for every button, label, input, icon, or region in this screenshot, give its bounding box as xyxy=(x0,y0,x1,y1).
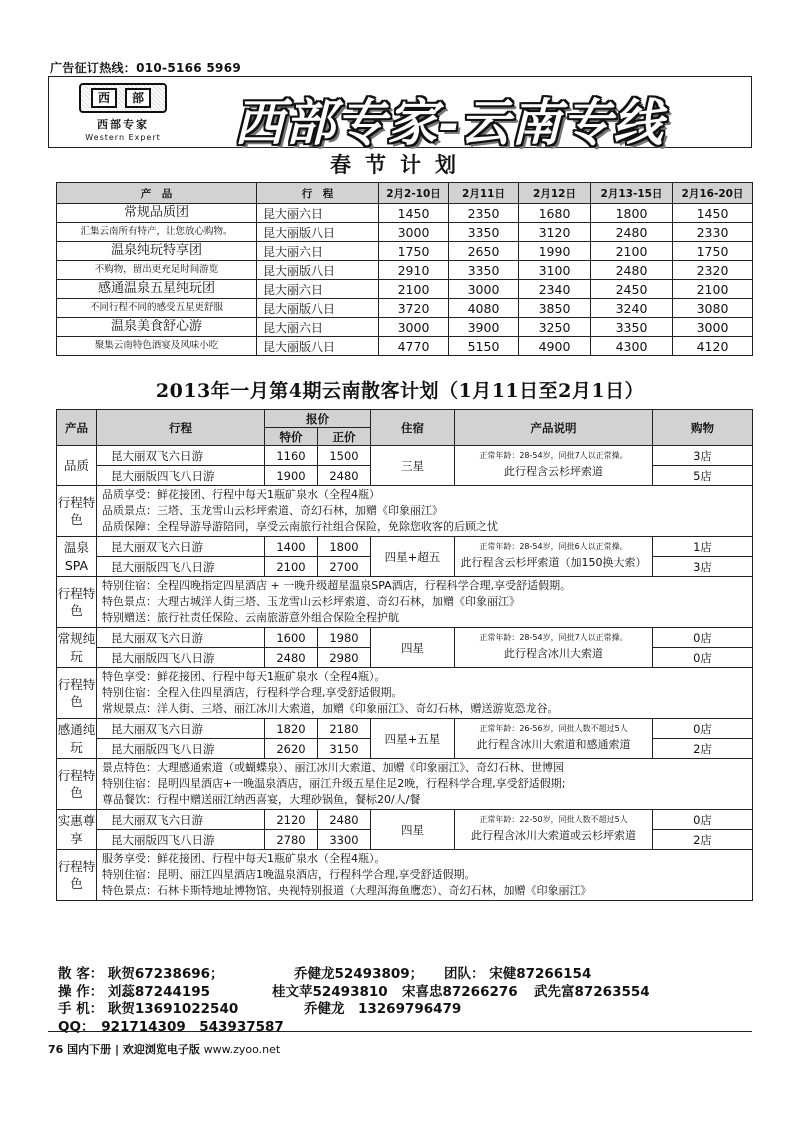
plan-regular-price: 2700 xyxy=(318,557,371,577)
plan-detail-line: 特色享受：鲜花接团、行程中每天1瓶矿泉水（全程4瓶）。 xyxy=(102,670,386,683)
spring-row xyxy=(57,337,753,356)
plan-route: 昆大丽双飞六日游 xyxy=(97,446,265,466)
contacts xyxy=(58,966,650,1036)
contact-qiao: 乔健龙52493809； xyxy=(294,966,424,982)
plan-special-price: 1600 xyxy=(265,628,318,648)
spring-header-4: 2月12日 xyxy=(519,183,591,204)
plan-desc xyxy=(455,628,653,668)
plan-hotel: 四星 xyxy=(371,628,455,668)
spring-product-cell xyxy=(57,318,257,337)
contact-qq: QQ： 921714309 543937587 xyxy=(58,1018,284,1035)
spring-product-cell xyxy=(57,337,257,356)
plan-shopping: 2店 xyxy=(653,830,753,850)
spring-price: 1450 xyxy=(673,204,753,223)
plan-route: 昆大丽双飞六日游 xyxy=(97,537,265,557)
plan-shopping: 0店 xyxy=(653,628,753,648)
spring-price: 3350 xyxy=(591,318,673,337)
plan-detail-category: 行程特色 xyxy=(57,850,97,901)
plan-route: 昆大丽版四飞八日游 xyxy=(97,466,265,486)
plan-header-quote: 报价 xyxy=(265,410,371,428)
spring-header-5: 2月13-15日 xyxy=(591,183,673,204)
plan-regular-price: 2980 xyxy=(318,648,371,668)
header-banner xyxy=(48,76,752,152)
spring-header-2: 2月2-10日 xyxy=(379,183,449,204)
plan-detail-row xyxy=(57,850,753,901)
plan-hotel: 四星+五星 xyxy=(371,719,455,759)
contact-mobile-2: 乔健龙 13269796479 xyxy=(304,1001,462,1017)
plan-regular-price: 1500 xyxy=(318,446,371,466)
spring-product-name: 温泉美食舒心游 xyxy=(110,318,202,334)
plan-row xyxy=(57,537,753,557)
plan-detail-line: 特别住宿：昆明四星酒店+一晚温泉酒店，丽江升级五星住足2晚，行程科学合理,享受舒适假期; xyxy=(102,777,566,790)
plan-desc-note: 此行程含冰川大索道或云杉坪索道 xyxy=(471,829,636,843)
plan-detail-line: 尊品餐饮：行程中赠送丽江纳西喜宴，大理砂锅鱼，餐标20/人/餐 xyxy=(102,793,421,806)
spring-price: 4120 xyxy=(673,337,753,356)
plan-detail-row xyxy=(57,668,753,719)
plan-special-price: 1160 xyxy=(265,446,318,466)
plan-hotel: 四星 xyxy=(371,810,455,850)
contact-wu: 武先富87263554 xyxy=(534,983,650,1000)
spring-product-cell xyxy=(57,204,257,223)
plan-detail-line: 特别赠送：旅行社责任保险、云南旅游意外组合保险全程护航 xyxy=(102,611,399,624)
spring-plan-table xyxy=(56,182,753,356)
plan-detail-category: 行程特色 xyxy=(57,759,97,810)
spring-price: 4900 xyxy=(519,337,591,356)
plan-shopping: 0店 xyxy=(653,810,753,830)
spring-header-row xyxy=(57,183,753,204)
plan-desc-age: 正常年龄：26-56岁，同批人数不超过5人 xyxy=(479,724,628,734)
spring-price: 1680 xyxy=(519,204,591,223)
plan-detail-line: 常规景点：洋人街、三塔、丽江冰川大索道，加赠《印象丽江》、奇幻石林，赠送游览恐龙谷。 xyxy=(102,702,559,715)
spring-route: 昆大丽六日 xyxy=(257,318,379,337)
plan-detail-category: 行程特色 xyxy=(57,577,97,628)
plan-regular-price: 1800 xyxy=(318,537,371,557)
plan-desc-note: 此行程含冰川大索道和感通索道 xyxy=(476,738,631,752)
plan-hotel: 三星 xyxy=(371,446,455,486)
plan-detail-line: 景点特色：大理感通索道（或蝴蝶泉）、丽江冰川大索道、加赠《印象丽江》、奇幻石林、世博园 xyxy=(102,761,564,774)
spring-price: 2100 xyxy=(673,280,753,299)
plan-special-price: 2620 xyxy=(265,739,318,759)
plan-route: 昆大丽版四飞八日游 xyxy=(97,648,265,668)
plan-route: 昆大丽双飞六日游 xyxy=(97,810,265,830)
spring-price: 2100 xyxy=(379,280,449,299)
plan-shopping: 5店 xyxy=(653,466,753,486)
plan-special-price: 2480 xyxy=(265,648,318,668)
footer xyxy=(48,1041,280,1057)
spring-product-cell xyxy=(57,280,257,299)
plan-header-special: 特价 xyxy=(265,428,318,446)
contact-gui: 桂文苹52493810 xyxy=(272,983,388,1000)
plan-detail-line: 特别住宿：全程四晚指定四星酒店 + 一晚升级超星温泉SPA酒店，行程科学合理,享受舒适假期。 xyxy=(102,579,572,592)
spring-price: 3000 xyxy=(379,318,449,337)
plan-detail-line: 品质享受：鲜花接团、行程中每天1瓶矿泉水（全程4瓶） xyxy=(102,488,380,501)
plan-desc xyxy=(455,446,653,486)
spring-price: 3240 xyxy=(591,299,673,318)
plan-special-price: 2780 xyxy=(265,830,318,850)
spring-price: 3080 xyxy=(673,299,753,318)
spring-price: 1750 xyxy=(379,242,449,261)
plan-row xyxy=(57,810,753,830)
plan-table xyxy=(56,409,753,901)
plan-regular-price: 2480 xyxy=(318,466,371,486)
spring-price: 3900 xyxy=(449,318,519,337)
contact-sanke: 散 客： 耿贺67238696； xyxy=(58,966,224,982)
spring-route: 昆大丽六日 xyxy=(257,280,379,299)
logo-mark-left: 西 xyxy=(91,88,117,108)
plan-special-price: 1900 xyxy=(265,466,318,486)
plan-category: 实惠尊享 xyxy=(57,810,97,850)
plan-shopping: 3店 xyxy=(653,557,753,577)
spring-route: 昆大丽版八日 xyxy=(257,337,379,356)
plan-detail-line: 品质保障：全程导游导游陪同，享受云南旅行社组合保险，免除您收客的后顾之忧 xyxy=(102,520,498,533)
spring-plan-title: 春节计划 xyxy=(330,152,470,177)
spring-row xyxy=(57,280,753,299)
plan-detail-row xyxy=(57,486,753,537)
spring-price: 3850 xyxy=(519,299,591,318)
footer-divider xyxy=(48,1031,752,1032)
plan-desc xyxy=(455,537,653,577)
plan-shopping: 3店 xyxy=(653,446,753,466)
spring-price: 5150 xyxy=(449,337,519,356)
spring-header-3: 2月11日 xyxy=(449,183,519,204)
plan-detail-row xyxy=(57,577,753,628)
spring-row xyxy=(57,204,753,223)
spring-price: 3720 xyxy=(379,299,449,318)
plan-desc-age: 正常年龄：22-50岁，同批人数不超过5人 xyxy=(479,815,628,825)
spring-price: 2480 xyxy=(591,261,673,280)
contacts-line-2 xyxy=(58,984,650,1002)
spring-product-name: 感通温泉五星纯玩团 xyxy=(97,280,215,296)
spring-product-cell xyxy=(57,242,257,261)
plan-route: 昆大丽双飞六日游 xyxy=(97,719,265,739)
spring-price: 3100 xyxy=(519,261,591,280)
spring-price: 2320 xyxy=(673,261,753,280)
contacts-line-1 xyxy=(58,966,650,984)
plan-desc-age: 正常年龄：28-54岁，同批6人以正常操。 xyxy=(479,542,628,552)
spring-price: 2350 xyxy=(449,204,519,223)
spring-route: 昆大丽版八日 xyxy=(257,299,379,318)
spring-product-desc: 不购物，留出更充足时间游览 xyxy=(94,263,219,275)
plan-route: 昆大丽版四飞八日游 xyxy=(97,830,265,850)
spring-header-1: 行 程 xyxy=(257,183,379,204)
plan-regular-price: 2180 xyxy=(318,719,371,739)
plan-desc-note: 此行程含冰川大索道 xyxy=(504,647,603,661)
plan-row xyxy=(57,628,753,648)
spring-product-name: 常规品质团 xyxy=(123,204,189,220)
plan-desc-age: 正常年龄：28-54岁，同批7人以正常操。 xyxy=(479,633,628,643)
plan-category: 温泉SPA xyxy=(57,537,97,577)
plan-hotel: 四星+超五 xyxy=(371,537,455,577)
plan-detail-text xyxy=(97,759,753,810)
logo-en: Western Expert xyxy=(85,133,161,142)
spring-route: 昆大丽六日 xyxy=(257,242,379,261)
plan-shopping: 1店 xyxy=(653,537,753,557)
plan-special-price: 2100 xyxy=(265,557,318,577)
spring-row xyxy=(57,318,753,337)
contact-song: 宋喜忠87266276 xyxy=(402,983,518,1000)
plan-detail-line: 服务享受：鲜花接团、行程中每天1瓶矿泉水（全程4瓶）。 xyxy=(102,852,386,865)
plan-detail-text xyxy=(97,850,753,901)
plan-special-price: 1820 xyxy=(265,719,318,739)
spring-header-0: 产 品 xyxy=(57,183,257,204)
plan-detail-line: 特别住宿：昆明、丽江四星酒店1晚温泉酒店，行程科学合理,享受舒适假期。 xyxy=(102,868,476,881)
spring-price: 2100 xyxy=(591,242,673,261)
plan-category: 常规纯玩 xyxy=(57,628,97,668)
spring-price: 1450 xyxy=(379,204,449,223)
spring-route: 昆大丽版八日 xyxy=(257,223,379,242)
plan-route: 昆大丽版四飞八日游 xyxy=(97,557,265,577)
spring-product-desc: 不同行程不同的感受五星更舒服 xyxy=(89,301,223,313)
plan-regular-price: 2480 xyxy=(318,810,371,830)
spring-price: 3000 xyxy=(379,223,449,242)
footer-text: 76 国内下册 | 欢迎浏览电子版 xyxy=(48,1043,204,1056)
plan-route: 昆大丽双飞六日游 xyxy=(97,628,265,648)
plan-detail-text xyxy=(97,668,753,719)
plan-special-price: 1400 xyxy=(265,537,318,557)
plan-desc xyxy=(455,719,653,759)
spring-route: 昆大丽版八日 xyxy=(257,261,379,280)
spring-price: 3350 xyxy=(449,261,519,280)
plan-detail-category: 行程特色 xyxy=(57,486,97,537)
plan-detail-line: 特色景点：大理古城洋人街三塔、玉龙雪山云杉坪索道、奇幻石林，加赠《印象丽江》 xyxy=(102,595,520,608)
spring-price: 2330 xyxy=(673,223,753,242)
plan-category: 品质 xyxy=(57,446,97,486)
plan-header-row xyxy=(57,410,753,428)
header-title: 西部专家-云南专线 xyxy=(234,93,664,152)
contact-caozuo: 操 作： 刘蕊87244195 xyxy=(58,983,211,1000)
spring-price: 3000 xyxy=(449,280,519,299)
plan-detail-text xyxy=(97,486,753,537)
plan-regular-price: 3300 xyxy=(318,830,371,850)
plan-regular-price: 3150 xyxy=(318,739,371,759)
plan-route: 昆大丽版四飞八日游 xyxy=(97,739,265,759)
spring-header-6: 2月16-20日 xyxy=(673,183,753,204)
ad-hotline: 广告征订热线：010-5166 5969 xyxy=(50,61,242,75)
spring-price: 3120 xyxy=(519,223,591,242)
spring-price: 4080 xyxy=(449,299,519,318)
plan-shopping: 2店 xyxy=(653,739,753,759)
plan-header-regular: 正价 xyxy=(318,428,371,446)
spring-route: 昆大丽六日 xyxy=(257,204,379,223)
plan-detail-row xyxy=(57,759,753,810)
logo-mark-right: 部 xyxy=(125,88,151,108)
contact-mobile: 手 机： 耿贺13691022540 xyxy=(58,1001,239,1017)
plan-desc-note: 此行程含云杉坪索道 xyxy=(504,465,603,479)
spring-product-cell xyxy=(57,261,257,280)
contacts-line-3 xyxy=(58,1001,650,1019)
logo-cn: 西部专家 xyxy=(97,118,149,131)
plan-header-route: 行程 xyxy=(97,410,265,446)
plan-regular-price: 1980 xyxy=(318,628,371,648)
plan-shopping: 0店 xyxy=(653,648,753,668)
logo-mark xyxy=(79,83,167,113)
spring-row xyxy=(57,223,753,242)
spring-price: 3250 xyxy=(519,318,591,337)
footer-url[interactable]: www.zyoo.net xyxy=(203,1043,281,1056)
plan-special-price: 2120 xyxy=(265,810,318,830)
spring-price: 2910 xyxy=(379,261,449,280)
plan-detail-line: 品质景点：三塔、玉龙雪山云杉坪索道、奇幻石林，加赠《印象丽江》 xyxy=(102,504,443,517)
plan-category: 感通纯玩 xyxy=(57,719,97,759)
plan-desc xyxy=(455,810,653,850)
contacts-line-4 xyxy=(58,1019,650,1037)
logo xyxy=(63,83,183,145)
spring-row xyxy=(57,242,753,261)
spring-price: 1990 xyxy=(519,242,591,261)
spring-product-desc: 汇集云南所有特产，让您放心购物。 xyxy=(80,225,233,237)
spring-product-cell xyxy=(57,223,257,242)
spring-price: 1800 xyxy=(591,204,673,223)
plan-detail-category: 行程特色 xyxy=(57,668,97,719)
spring-price: 4770 xyxy=(379,337,449,356)
spring-price: 3000 xyxy=(673,318,753,337)
spring-product-desc: 聚集云南特色酒宴及风味小吃 xyxy=(94,339,219,351)
plan-header-shopping: 购物 xyxy=(653,410,753,446)
spring-price: 2450 xyxy=(591,280,673,299)
plan-desc-note: 此行程含云杉坪索道（加150换大索） xyxy=(460,556,647,570)
plan-title: 2013年一月第4期云南散客计划（1月11日至2月1日） xyxy=(155,380,645,402)
spring-price: 1750 xyxy=(673,242,753,261)
spring-row xyxy=(57,299,753,318)
spring-price: 2480 xyxy=(591,223,673,242)
plan-header-product: 产品 xyxy=(57,410,97,446)
spring-price: 4300 xyxy=(591,337,673,356)
contact-tuandui: 团队： 宋健87266154 xyxy=(444,966,592,982)
plan-shopping: 0店 xyxy=(653,719,753,739)
spring-price: 2340 xyxy=(519,280,591,299)
spring-product-name: 温泉纯玩特享团 xyxy=(110,242,202,258)
plan-row xyxy=(57,719,753,739)
plan-detail-text xyxy=(97,577,753,628)
plan-desc-age: 正常年龄：28-54岁，同批7人以正常操。 xyxy=(479,451,628,461)
plan-row xyxy=(57,446,753,466)
plan-detail-line: 特别住宿：全程入住四星酒店，行程科学合理,享受舒适假期。 xyxy=(102,686,403,699)
plan-header-hotel: 住宿 xyxy=(371,410,455,446)
spring-price: 2650 xyxy=(449,242,519,261)
plan-header-desc: 产品说明 xyxy=(455,410,653,446)
spring-row xyxy=(57,261,753,280)
spring-product-cell xyxy=(57,299,257,318)
plan-detail-line: 特色景点：石林卡斯特地址博物馆、央视特别报道（大理洱海鱼鹰恋）、奇幻石林，加赠《印象丽江》 xyxy=(102,884,592,897)
spring-price: 3350 xyxy=(449,223,519,242)
